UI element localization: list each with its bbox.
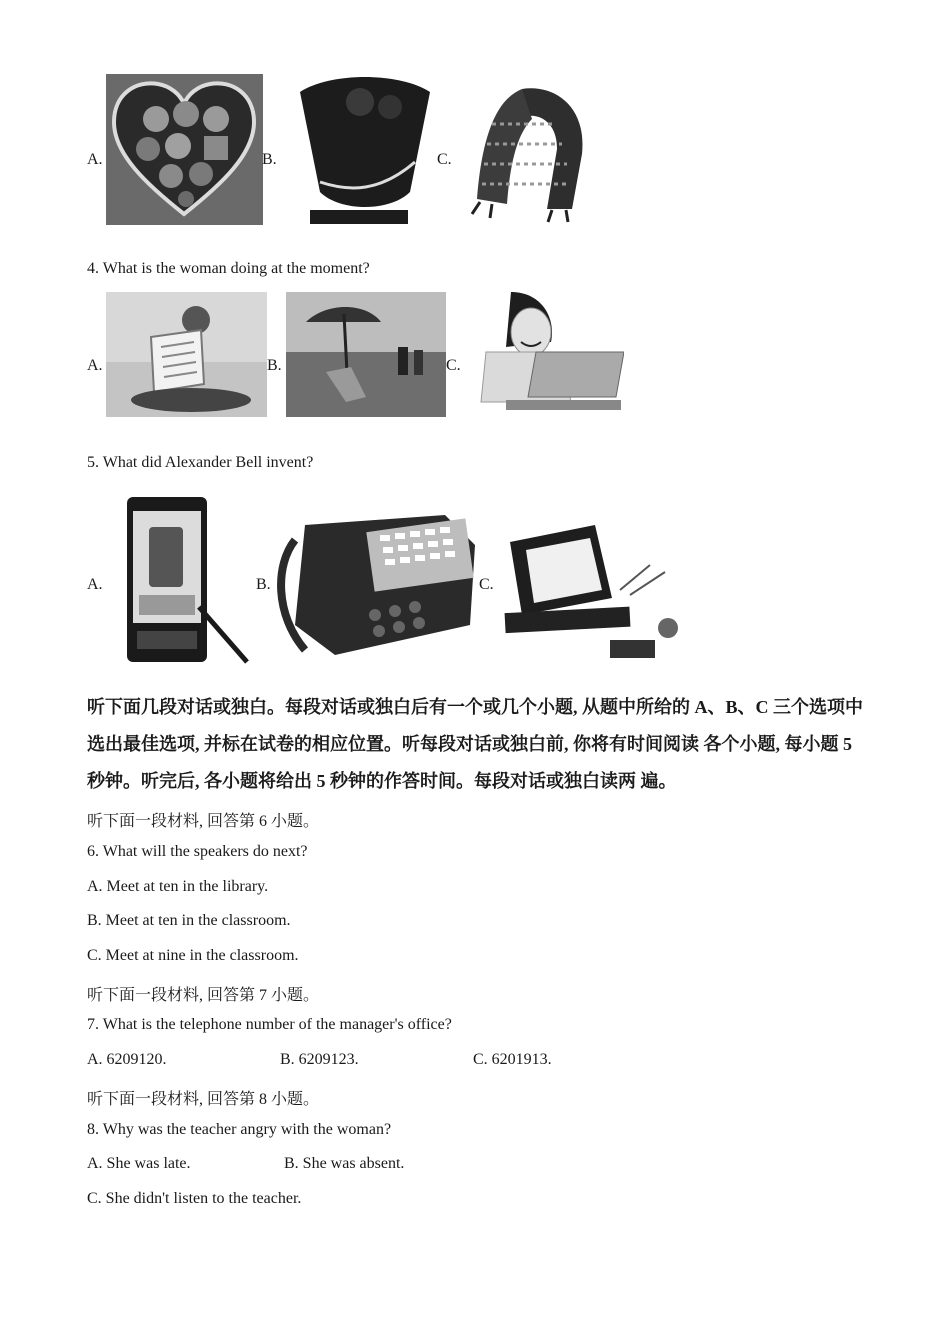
q8-option-b: B. She was absent.: [284, 1155, 405, 1172]
q8-question: 8. Why was the teacher angry with the woman?: [87, 1121, 392, 1138]
laptop-user-icon: [466, 292, 624, 417]
q6-intro: 听下面一段材料, 回答第 6 小题。: [87, 813, 320, 830]
reading-newspaper-icon: [106, 292, 267, 417]
q4-option-b-label: B.: [267, 357, 282, 374]
q7-intro: 听下面一段材料, 回答第 7 小题。: [87, 987, 320, 1004]
q3-option-b-label: B.: [262, 151, 277, 168]
q8-option-c: C. She didn't listen to the teacher.: [87, 1190, 302, 1207]
q3-option-a-label: A.: [87, 151, 103, 168]
q5-option-a-label: A.: [87, 576, 103, 593]
q6-question: 6. What will the speakers do next?: [87, 843, 308, 860]
q7-option-c: C. 6201913.: [473, 1051, 552, 1068]
q4-option-c-label: C.: [446, 357, 461, 374]
computer-icon: [500, 520, 685, 665]
q4-question: 4. What is the woman doing at the moment?: [87, 260, 370, 277]
q5-option-c-label: C.: [479, 576, 494, 593]
q5-question: 5. What did Alexander Bell invent?: [87, 454, 314, 471]
q7-option-a: A. 6209120.: [87, 1051, 167, 1068]
flower-bouquet-icon: [290, 72, 440, 225]
beach-umbrella-icon: [286, 292, 446, 417]
scarf-icon: [462, 84, 592, 224]
chocolate-box-icon: [106, 74, 263, 225]
q3-option-c-label: C.: [437, 151, 452, 168]
q6-option-b: B. Meet at ten in the classroom.: [87, 912, 291, 929]
q7-option-b: B. 6209123.: [280, 1051, 359, 1068]
q4-option-a-label: A.: [87, 357, 103, 374]
q8-intro: 听下面一段材料, 回答第 8 小题。: [87, 1091, 320, 1108]
q5-option-b-label: B.: [256, 576, 271, 593]
q6-option-a: A. Meet at ten in the library.: [87, 878, 269, 895]
q6-option-c: C. Meet at nine in the classroom.: [87, 947, 299, 964]
q7-question: 7. What is the telephone number of the manager's office?: [87, 1016, 452, 1033]
q8-option-a: A. She was late.: [87, 1155, 191, 1172]
section-instructions: 听下面几段对话或独白。每段对话或独白后有一个或几个小题, 从题中所给的 A、B、C 三个选项中选出最佳选项, 并标在试卷的相应位置。听每段对话或独白前, 你将有时间阅读 各个小题, 每小题 5 秒钟。听完后, 各小题将给出 5 秒钟的作答时间。每段对话或独白读两 遍。: [87, 697, 863, 791]
mobile-phone-icon: [127, 497, 251, 667]
desk-telephone-icon: [275, 505, 480, 660]
